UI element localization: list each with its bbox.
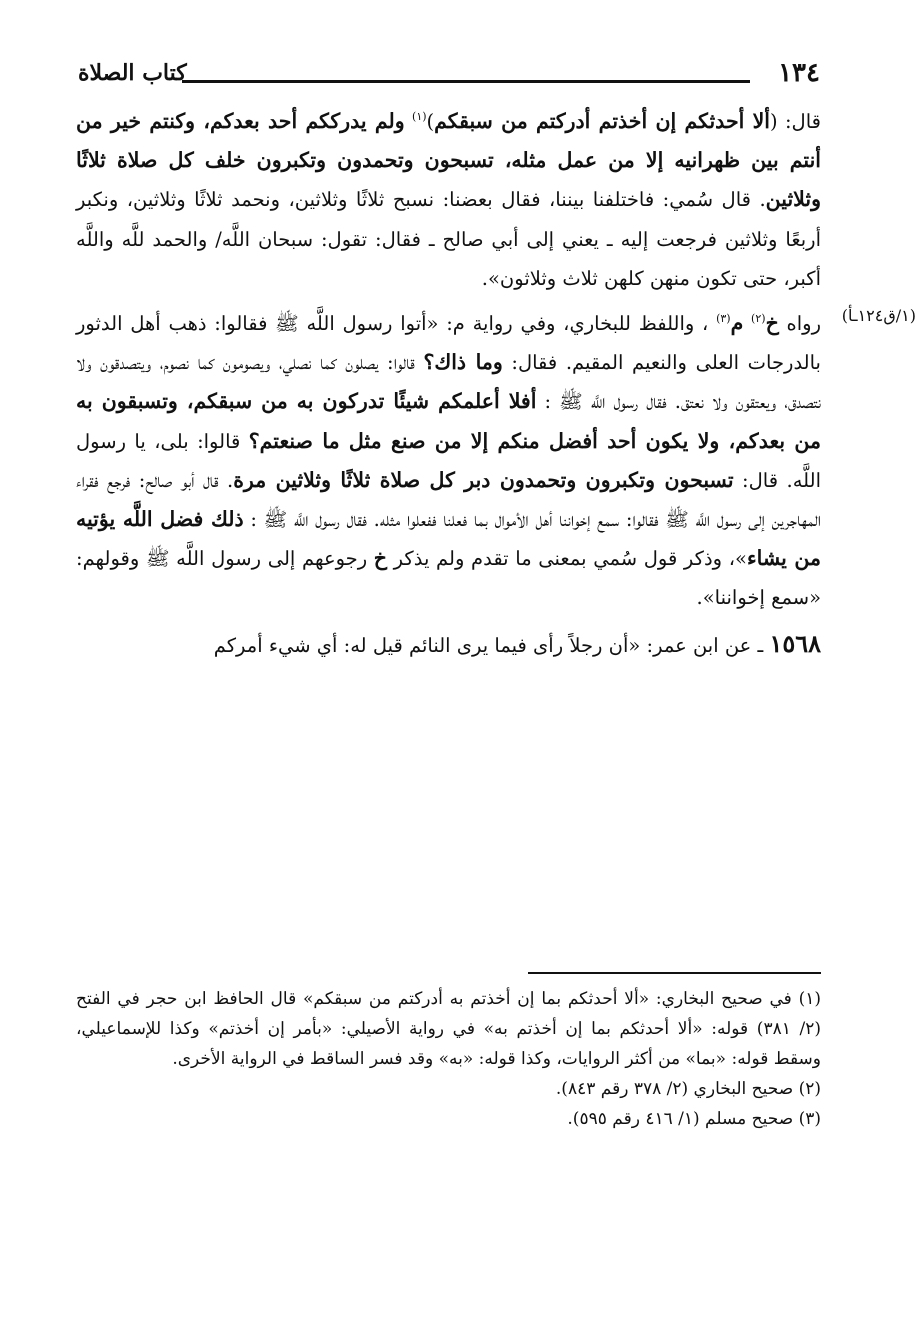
text-run: ، واللفظ للبخاري، وفي رواية م: «أتوا رسول اللَّه ﷺ فقالوا: ذهب أهل الدثور بالدرجات العلى والنعيم المقيم. فقال: xyxy=(76,312,821,375)
paragraph xyxy=(76,102,821,298)
hadith-text-bold: ولم يدرككم أحد بعدكم، وكنتم خير من أنتم بين ظهرانيه إلا من عمل مثله، تسبحون وتحمدون وتكبرون خلف كل صلاة ثلاثًا وثلاثين xyxy=(76,109,821,212)
footnote: (١) في صحيح البخاري: «ألا أحدثكم بما إن أخذتم به أدركتم من سبقكم» قال الحافظ ابن حجر في الفتح (٢/ ٣٨١) قوله: «ألا أحدثكم بما إن أخذتم به» في رواية الأصيلي: «بأمر إن أخذتم» وكذا للإسماعيلي، وسقط قوله: «بما» من أكثر الروايات، وكذا قوله: «به» وقد فسر الساقط في الرواية الأخرى. xyxy=(76,989,821,1069)
page-header xyxy=(78,58,820,94)
text-run: رواه xyxy=(778,312,822,336)
hadith-text-bold: ألا أحدثكم إن أخذتم أدركتم من سبقكم xyxy=(434,109,771,133)
header-rule xyxy=(182,80,750,83)
hadith-text-bold: وما ذاك؟ xyxy=(423,350,503,375)
manuscript-margin-note: (١/ق١٢٤ـأ) xyxy=(841,306,916,325)
footnote-marker: (٢) xyxy=(751,312,766,326)
hadith-text-bold: خ xyxy=(373,546,388,571)
hadith-text-bold: تسبحون وتكبرون وتحمدون دبر كل صلاة ثلاثًا وثلاثين مرة xyxy=(233,467,734,492)
text-run: ـ عن ابن عمر: «أن رجلاً رأى فيما يرى النائم قيل له: أي شيء أمركم xyxy=(213,633,770,657)
footnote-marker: (٣) xyxy=(716,312,731,326)
footnote-separator xyxy=(528,972,821,974)
text-run: . قال سُمي: فاختلفنا بيننا، فقال بعضنا: نسبح ثلاثًا وثلاثين، ونحمد ثلاثًا وثلاثين، ونكبر أربعًا وثلاثين فرجعت إليه ـ يعني إلى أبي صالح ـ فقال: تقول: سبحان اللَّه/ والحمد للَّه واللَّه أكبر، حتى تكون منهن كلهن ثلاث وثلاثون». xyxy=(76,188,821,290)
main-text xyxy=(76,102,821,665)
hadith-text-bold: ذلك فضل اللَّه يؤتيه من يشاء xyxy=(76,507,822,571)
hadith-number: ١٥٦٨ xyxy=(769,628,821,658)
hadith-text-bold: خ xyxy=(765,311,779,336)
footnote: (٣) صحيح مسلم (١/ ٤١٦ رقم ٥٩٥). xyxy=(567,1109,821,1129)
text-run xyxy=(743,312,751,335)
paragraph xyxy=(76,304,821,618)
text-run xyxy=(405,110,412,133)
hadith-text-bold: أفلا أعلمكم شيئًا تدركون به من سبقكم، وتسبقون به من بعدكم، ولا يكون أحد أفضل منكم إلا من صنع مثل ما صنعتم؟ xyxy=(76,389,821,453)
text-run: »، وذكر قول سُمي بمعنى ما تقدم ولم يذكر xyxy=(387,547,747,571)
footnote-marker: (١) xyxy=(412,110,427,123)
footnote: (٢) صحيح البخاري (٢/ ٣٧٨ رقم ٨٤٣). xyxy=(555,1079,821,1099)
paragraph xyxy=(76,624,821,665)
book-title: كتاب الصلاة xyxy=(78,60,187,86)
text-run: قالوا: بلى، يا رسول اللَّه. قال: xyxy=(76,429,821,492)
page-number: ١٣٤ xyxy=(778,58,820,88)
text-run: قالوا: يصلون كما نصلي، ويصومون كما نصوم، ويتصدقون ولا نتصدق، ويعتقون ولا نعتق. فقال رسول اللَّه ﷺ : xyxy=(76,351,821,414)
hadith-text-bold: م xyxy=(730,311,744,336)
text-run: . قال أبو صالح: فرجع فقراء المهاجرين إلى رسول اللَّه ﷺ فقالوا: سمع إخواننا أهل الأموال بما فعلنا ففعلوا مثله. فقال رسول اللَّه ﷺ : xyxy=(76,468,822,532)
footnotes xyxy=(76,984,821,1134)
text-run: رجوعهم إلى رسول اللَّه ﷺ وقولهم: «سمع إخواننا». xyxy=(76,547,821,610)
text-run: قال: ( xyxy=(770,110,821,133)
text-run: ) xyxy=(426,110,435,133)
